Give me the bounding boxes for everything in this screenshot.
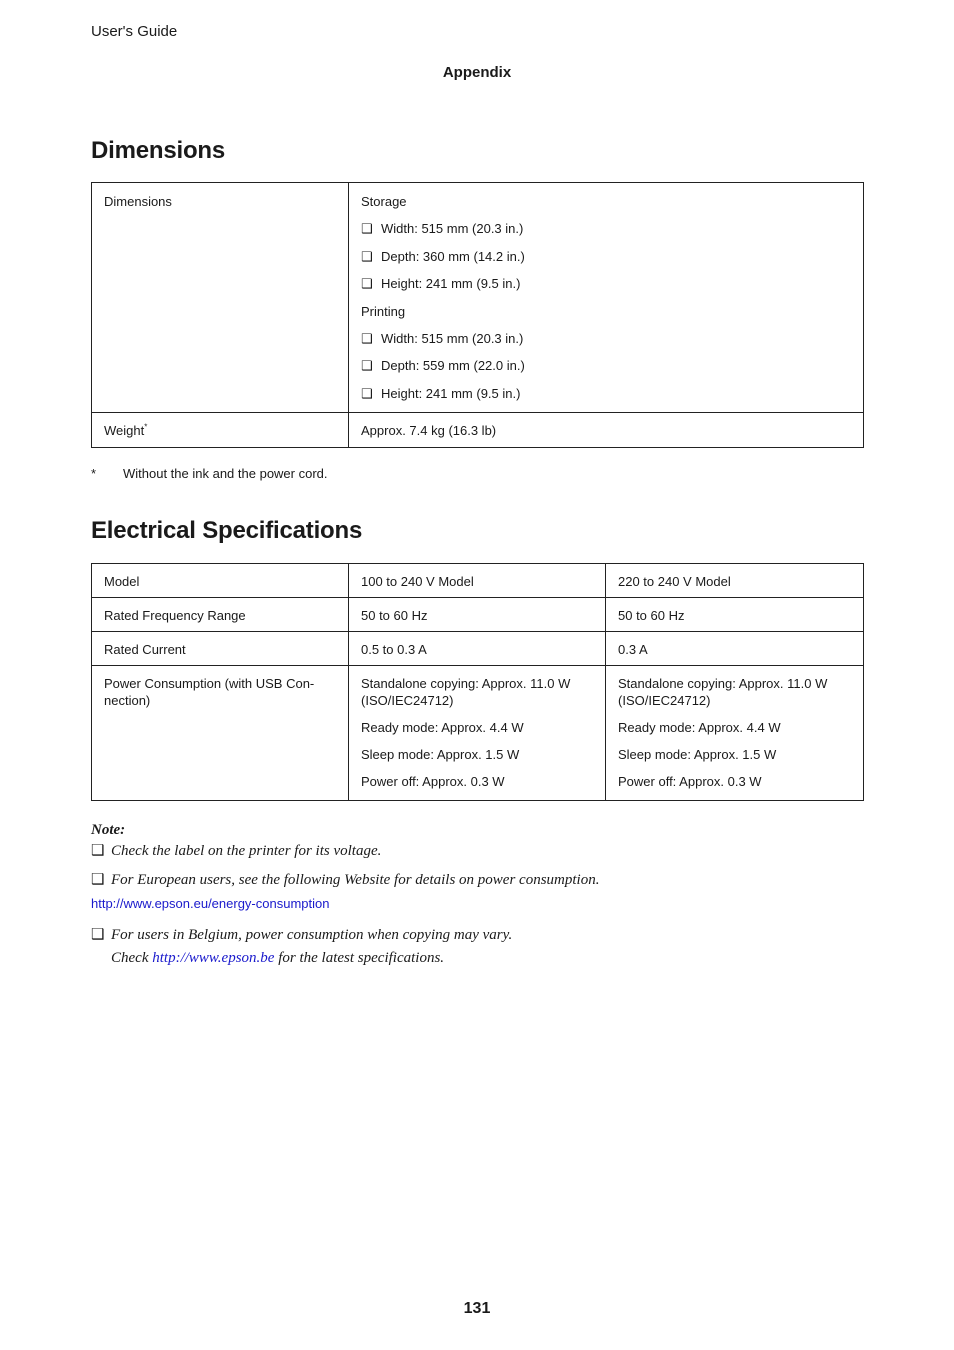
electrical-heading: Electrical Specifications — [91, 517, 363, 544]
power-values-220-240: Standalone copying: Approx. 11.0 W (ISO/IEC24712) Ready mode: Approx. 4.4 W Sleep mode: Approx. 1.5 W Power off: Approx. 0.3 W — [606, 666, 864, 801]
footnote-marker: * — [144, 422, 148, 432]
note-item-continuation: Check http://www.epson.be for the latest specifications. — [111, 950, 445, 966]
dimensions-values-cell — [349, 183, 864, 413]
dimensions-table — [91, 182, 864, 448]
table-cell: 50 to 60 Hz — [606, 598, 864, 632]
power-consumption-label: Power Consumption (with USB Con- nection) — [92, 666, 349, 801]
dimensions-heading: Dimensions — [91, 137, 226, 164]
table-cell: 220 to 240 V Model — [606, 564, 864, 598]
weight-label-cell — [92, 413, 349, 448]
checkbox-bullet-icon: ❑ — [91, 843, 105, 859]
running-header-section: Appendix — [442, 64, 512, 81]
printing-height: ❑ Height: 241 mm (9.5 in.) — [361, 385, 521, 401]
printing-width: ❑ Width: 515 mm (20.3 in.) — [361, 330, 524, 346]
table-cell: Rated Frequency Range — [92, 598, 349, 632]
epson-be-link[interactable]: http://www.epson.be — [152, 950, 275, 966]
note-item: ❑ For users in Belgium, power consumption when copying may vary. — [91, 927, 513, 943]
page-number: 131 — [463, 1300, 491, 1317]
weight-value: Approx. 7.4 kg (16.3 lb) — [361, 423, 497, 439]
table-cell: 50 to 60 Hz — [349, 598, 606, 632]
table-cell: 0.3 A — [606, 632, 864, 666]
printing-depth: ❑ Depth: 559 mm (22.0 in.) — [361, 358, 525, 374]
electrical-table — [91, 563, 864, 801]
note-title: Note: — [91, 822, 126, 838]
checkbox-bullet-icon: ❑ — [91, 872, 105, 888]
printing-label: Printing — [361, 303, 406, 319]
checkbox-bullet-icon: ❑ — [361, 385, 373, 401]
table-row — [92, 564, 864, 598]
note-item: ❑ For European users, see the following Website for details on power consumption. — [91, 872, 600, 888]
table-cell: Rated Current — [92, 632, 349, 666]
storage-depth: ❑ Depth: 360 mm (14.2 in.) — [361, 248, 525, 264]
storage-width: ❑ Width: 515 mm (20.3 in.) — [361, 221, 524, 237]
weight-label: Weight — [104, 423, 145, 439]
storage-label: Storage — [361, 194, 407, 209]
checkbox-bullet-icon: ❑ — [361, 358, 373, 374]
checkbox-bullet-icon: ❑ — [361, 248, 373, 264]
dimensions-label-cell — [92, 183, 349, 413]
running-header-guide: User's Guide — [91, 23, 178, 40]
table-cell: 100 to 240 V Model — [349, 564, 606, 598]
energy-consumption-link[interactable]: http://www.epson.eu/energy-consumption — [91, 896, 330, 911]
weight-footnote: * Without the ink and the power cord. — [91, 466, 328, 481]
checkbox-bullet-icon: ❑ — [361, 276, 373, 292]
table-row — [92, 666, 864, 801]
checkbox-bullet-icon: ❑ — [361, 330, 373, 346]
weight-value-cell — [349, 413, 864, 448]
storage-height: ❑ Height: 241 mm (9.5 in.) — [361, 276, 521, 292]
checkbox-bullet-icon: ❑ — [361, 221, 373, 237]
power-values-100-240: Standalone copying: Approx. 11.0 W (ISO/IEC24712) Ready mode: Approx. 4.4 W Sleep mode: Approx. 1.5 W Power off: Approx. 0.3 W — [349, 666, 606, 801]
table-cell: Model — [92, 564, 349, 598]
note-item: ❑ Check the label on the printer for its voltage. — [91, 843, 382, 859]
table-cell: 0.5 to 0.3 A — [349, 632, 606, 666]
checkbox-bullet-icon: ❑ — [91, 927, 105, 943]
dimensions-row-label: Dimensions — [104, 194, 172, 209]
table-row — [92, 632, 864, 666]
table-row — [92, 598, 864, 632]
